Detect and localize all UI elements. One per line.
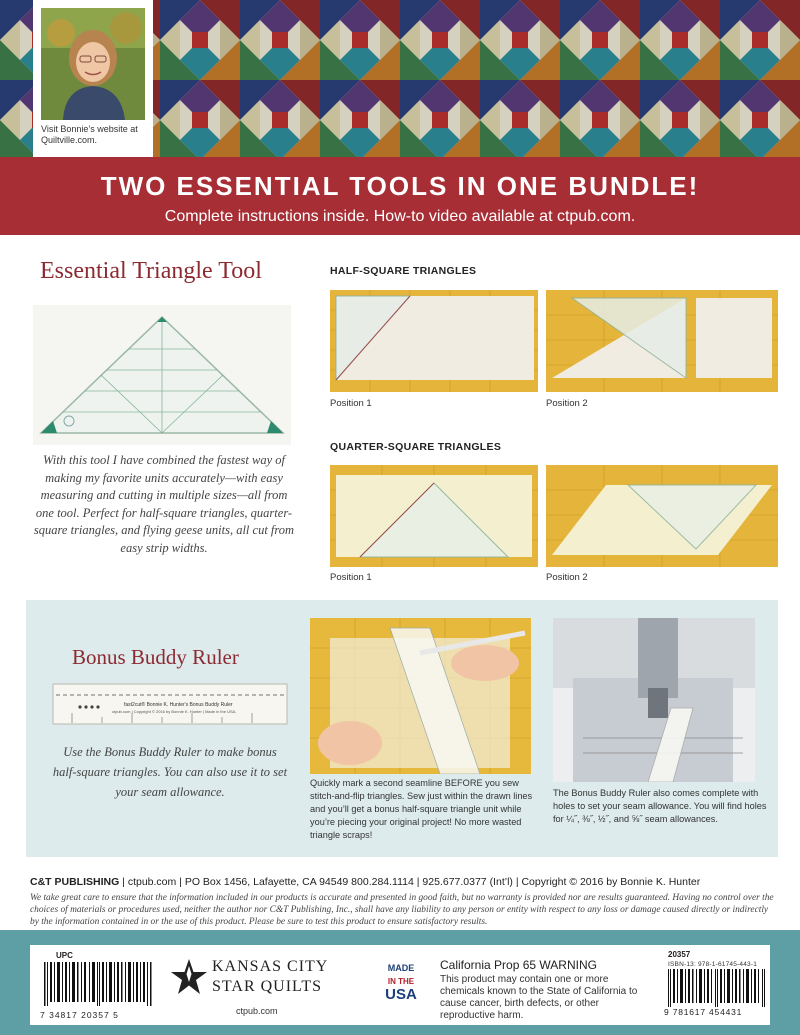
isbn-barcode bbox=[668, 969, 766, 1007]
buddy-ruler-text: fast2cut® Bonnie K. Hunter's Bonus Buddy Ruler bbox=[124, 702, 233, 708]
buddy-ruler-title: Bonus Buddy Ruler bbox=[72, 645, 239, 669]
publisher-name: C&T PUBLISHING bbox=[30, 876, 120, 888]
buddy-sewing-photo bbox=[553, 618, 755, 782]
buddy-ruler-subtext: ctpub.com | Copyright © 2016 by Bonnie K. Hunter | Made in the USA. bbox=[112, 709, 237, 714]
prop65-title: California Prop 65 WARNING bbox=[440, 958, 597, 972]
upc-digits: 7 34817 20357 5 bbox=[40, 1010, 119, 1020]
buddy-marking-caption: Quickly mark a second seamline BEFORE you sew stitch-and-flip triangles. Sew just within the drawn lines and you’ll get a bonus half-square triangle unit while you’re piecing your original project! No more wasted triangle scraps! bbox=[310, 778, 533, 840]
bundle-banner bbox=[0, 157, 800, 235]
item-number: 20357 bbox=[668, 950, 691, 959]
quarter-square-position-2-caption: Position 2 bbox=[546, 572, 588, 583]
made-in-usa-badge bbox=[378, 962, 424, 1012]
half-square-position-2-photo bbox=[546, 290, 778, 392]
author-caption: Visit Bonnie’s website at Quiltville.com. bbox=[41, 124, 138, 145]
author-card bbox=[33, 0, 153, 157]
half-square-position-1-photo bbox=[330, 290, 538, 392]
banner-subtitle: Complete instructions inside. How-to video available at ctpub.com. bbox=[164, 208, 636, 225]
kansas-city-name-line2: STAR QUILTS bbox=[212, 978, 323, 995]
half-square-heading: HALF-SQUARE TRIANGLES bbox=[330, 265, 477, 277]
buddy-ruler-description: Use the Bonus Buddy Ruler to make bonus half-square triangles. You can also use it to set your seam allowance. bbox=[52, 745, 288, 799]
quarter-square-position-1-photo bbox=[330, 465, 538, 567]
buddy-sewing-caption: The Bonus Buddy Ruler also comes complete with holes to set your seam allowance. You will find holes for ¼˝, ⅜˝, ½˝, and ⅝˝ seam allowances. bbox=[553, 788, 767, 824]
prop65-text: This product may contain one or more chemicals known to the State of California to cause cancer, birth defects, or other reproductive harm. bbox=[440, 974, 638, 1021]
usa-usa-text: USA bbox=[385, 986, 417, 1003]
quarter-square-heading: QUARTER-SQUARE TRIANGLES bbox=[330, 441, 502, 453]
triangle-tool-title: Essential Triangle Tool bbox=[40, 258, 262, 284]
publisher-line bbox=[30, 876, 700, 888]
half-square-position-2-caption: Position 2 bbox=[546, 398, 588, 409]
buddy-ruler-image bbox=[52, 683, 288, 725]
isbn-text: ISBN-13: 978-1-61745-443-1 bbox=[668, 961, 758, 968]
usa-inthe-text: IN THE bbox=[387, 977, 415, 986]
triangle-tool-description: With this tool I have combined the fastest way of making my favorite units accurately—with easy measuring and cutting in multiple sizes—all from one tool. Perfect for half-square triangles, quarter-square triangles, and flying geese units, all cut from easy strip widths. bbox=[33, 453, 295, 555]
isbn-digits: 9 781617 454431 bbox=[664, 1007, 743, 1017]
banner-title: TWO ESSENTIAL TOOLS IN ONE BUNDLE! bbox=[100, 171, 700, 201]
kansas-city-star-icon bbox=[170, 958, 208, 996]
usa-made-text: MADE bbox=[387, 963, 415, 973]
upc-barcode bbox=[44, 962, 152, 1006]
kansas-city-name-line1: KANSAS CITY bbox=[212, 958, 329, 975]
half-square-position-1-caption: Position 1 bbox=[330, 398, 372, 409]
buddy-marking-photo bbox=[310, 618, 531, 774]
author-photo bbox=[41, 8, 145, 120]
upc-label: UPC bbox=[56, 951, 73, 960]
publisher-contact: | ctpub.com | PO Box 1456, Lafayette, CA 94549 800.284.1114 | 925.677.0377 (Int’l) | Copyright © 2016 by Bonnie K. Hunter bbox=[122, 876, 701, 888]
disclaimer: We take great care to ensure that the information included in our products is accurate and presented in good faith, but no warranty is provided nor are results guaranteed. Having no control over the choices of materials or procedures used, neither the author nor C&T Publishing, Inc., shall have any liability to any person or entity with respect to any loss or damage caused directly or indirectly by the information contained in or the use of this product. Please be sure to test this product to ensure satisfactory results. bbox=[30, 893, 774, 927]
quarter-square-position-1-caption: Position 1 bbox=[330, 572, 372, 583]
kansas-city-url: ctpub.com bbox=[236, 1006, 278, 1016]
triangle-tool-image bbox=[33, 305, 291, 445]
quarter-square-position-2-photo bbox=[546, 465, 778, 567]
